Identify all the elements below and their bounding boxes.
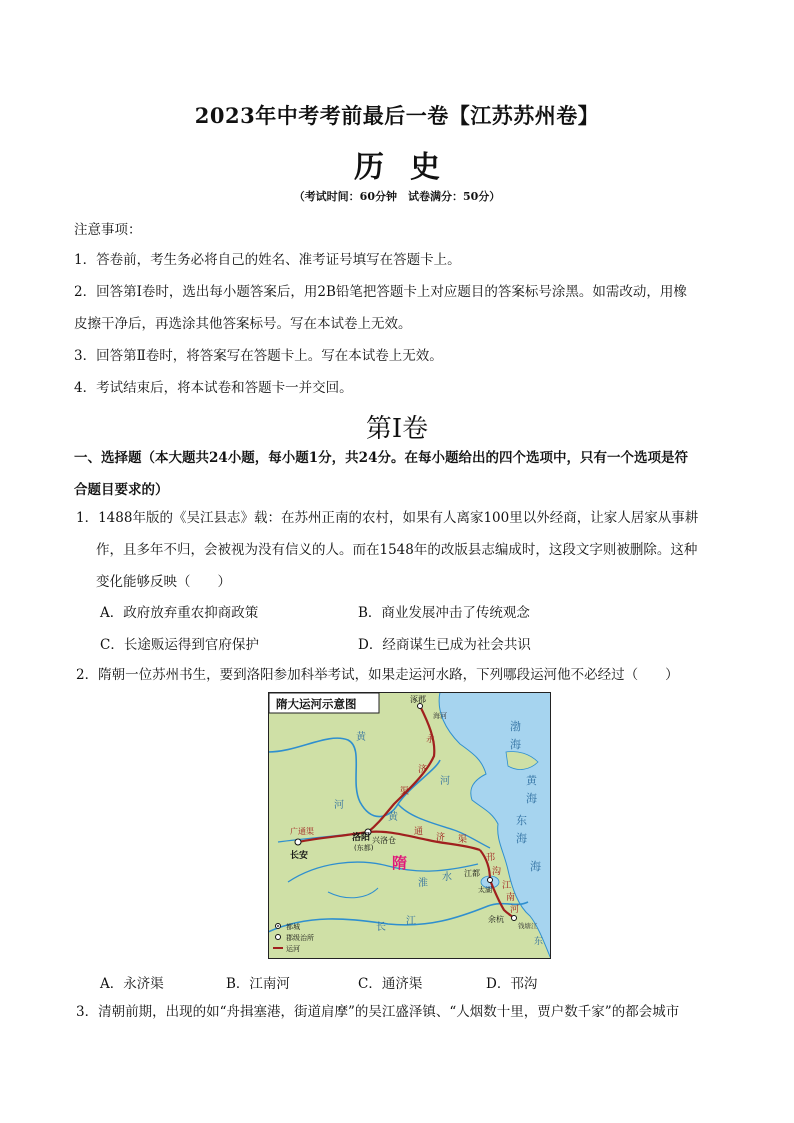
q2-option-b[interactable]: B．江南河 — [226, 976, 290, 992]
section-heading — [74, 442, 724, 506]
label-south-hai: 海 — [530, 860, 541, 873]
label-dong: 东 — [516, 814, 527, 827]
label-qu: 渠 — [400, 787, 410, 797]
sui-grand-canal-map — [268, 692, 551, 959]
label-zhuojun: 涿郡 — [410, 695, 426, 704]
label-qu2: 渠 — [458, 835, 468, 845]
map-title: 隋大运河示意图 — [276, 697, 357, 711]
label-gou: 沟 — [492, 867, 502, 877]
label-haihe: 海河 — [433, 712, 447, 720]
label-dong-hai: 海 — [516, 832, 527, 845]
question-1-text — [76, 502, 722, 598]
label-jiangdu: 江都 — [464, 869, 480, 878]
label-bo: 渤 — [510, 720, 521, 733]
label-huang-sea: 黄 — [526, 774, 537, 787]
question-line: 2．隋朝一位苏州书生，要到洛阳参加科举考试，如果走运河水路，下列哪段运河他不必经过（ ） — [76, 667, 679, 683]
label-dongdu: (东都) — [354, 844, 374, 852]
question-line: 作，且多年不归，会被视为没有信义的人。而在1548年的改版县志编成时，这段文字则被删除。这种 — [96, 542, 698, 558]
q2-option-a[interactable]: A．永济渠 — [100, 976, 164, 992]
notice-item: 1．答卷前，考生务必将自己的姓名、准考证号填写在答题卡上。 — [74, 252, 461, 268]
notice-item: 2．回答第Ⅰ卷时，选出每小题答案后，用2B铅笔把答题卡上对应题目的答案标号涂黑。如需改动，用橡 — [74, 284, 687, 300]
city-zhuojun-marker — [418, 704, 423, 709]
label-huai: 淮 — [418, 878, 428, 889]
label-qiantang: 钱塘江 — [518, 922, 538, 930]
q2-option-c[interactable]: C．通济渠 — [358, 976, 423, 992]
label-guangtong: 广通渠 — [290, 827, 314, 836]
question-2-text — [76, 659, 722, 691]
label-taihu: 太湖 — [478, 886, 492, 894]
label-huang-river-2: 河 — [334, 800, 344, 811]
q1-option-c[interactable]: C．长途贩运得到官府保护 — [100, 637, 259, 653]
label-han: 邗 — [486, 853, 496, 863]
label-shui: 水 — [442, 872, 452, 883]
notice-heading: 注意事项： — [74, 222, 142, 238]
label-dong2: 东 — [534, 937, 544, 947]
label-nan: 南 — [506, 893, 516, 903]
prefecture-legend-icon — [276, 935, 281, 940]
question-line: 变化能够反映（ ） — [96, 574, 231, 590]
label-tong: 通 — [414, 827, 424, 837]
legend-canal: 运河 — [286, 945, 300, 953]
q2-option-d[interactable]: D．邗沟 — [486, 976, 538, 992]
q1-option-a[interactable]: A．政府放弃重农抑商政策 — [100, 605, 259, 621]
notice-item: 皮擦干净后，再选涂其他答案标号。写在本试卷上无效。 — [74, 316, 412, 332]
page-title: 2023年中考考前最后一卷【江苏苏州卷】 — [194, 103, 600, 128]
volume-title: 第Ⅰ卷 — [365, 414, 429, 444]
city-yuhang-marker — [512, 916, 517, 921]
question-line: 1．1488年版的《吴江县志》载：在苏州正南的农村，如果有人离家100里以外经商，让家人居家从事耕 — [76, 510, 699, 526]
q1-option-d[interactable]: D．经商谋生已成为社会共识 — [358, 637, 531, 653]
notice-item: 3．回答第Ⅱ卷时，将答案写在答题卡上。写在本试卷上无效。 — [74, 348, 443, 364]
city-changan-marker — [295, 839, 301, 845]
question-line: 3．清朝前期，出现的如“舟揖塞港，街道肩摩”的吴江盛泽镇、“人烟数十里，贾户数千家”的都会城市 — [76, 1004, 680, 1020]
label-jiang: 江 — [502, 881, 512, 891]
label-huang-river-3: 黄 — [388, 812, 398, 823]
label-ji: 济 — [418, 765, 428, 775]
label-jiang2: 江 — [406, 916, 416, 927]
label-huang-river-1: 黄 — [356, 732, 366, 743]
label-xingluocang: 兴洛仓 — [372, 836, 396, 845]
label-he2: 河 — [510, 905, 520, 915]
section-line: 一、选择题（本大题共24小题，每小题1分，共24分。在每小题给出的四个选项中，只有一个选项是符 — [74, 450, 688, 466]
label-sui: 隋 — [392, 854, 408, 872]
city-jiangdu-marker — [488, 878, 493, 883]
subject-title: 历史 — [354, 150, 466, 185]
legend-capital: 都城 — [286, 923, 300, 931]
label-yuhang: 余杭 — [488, 915, 504, 924]
label-luoyang: 洛阳 — [352, 833, 371, 843]
section-line: 合题目要求的） — [74, 482, 169, 498]
label-changan: 长安 — [290, 851, 309, 861]
label-ji2: 济 — [436, 833, 446, 843]
label-he-river: 河 — [440, 776, 450, 787]
label-bo-hai: 海 — [510, 738, 521, 751]
label-huang-sea-hai: 海 — [526, 792, 537, 805]
label-yong: 永 — [426, 735, 436, 745]
q1-option-b[interactable]: B．商业发展冲击了传统观念 — [358, 605, 530, 621]
label-chang: 长 — [376, 922, 386, 933]
legend-prefecture: 郡级治所 — [286, 934, 314, 942]
question-3-text — [76, 996, 722, 1028]
notice-item: 4．考试结束后，将本试卷和答题卡一并交回。 — [74, 380, 353, 396]
exam-info: （考试时间：60分钟 试卷满分：50分） — [293, 190, 501, 203]
